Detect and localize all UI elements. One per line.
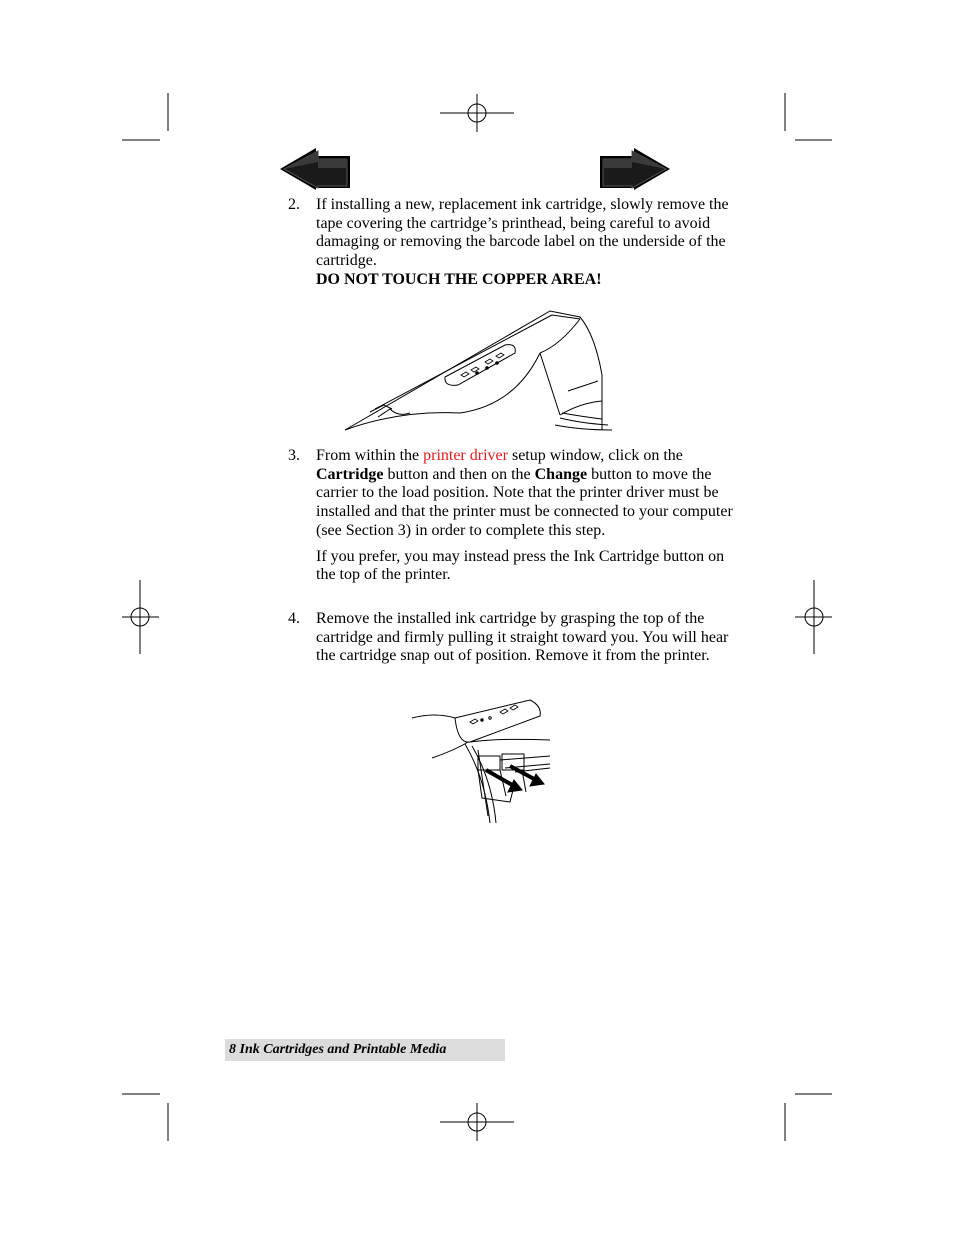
printer-top-illustration	[340, 305, 615, 435]
text-segment: button and then on the	[383, 465, 535, 483]
page-footer	[225, 1039, 505, 1061]
cartridge-button-label: Cartridge	[316, 465, 384, 483]
forward-button[interactable]	[600, 148, 670, 190]
step-number: 4.	[288, 610, 300, 627]
text-segment: setup window, click on the	[507, 447, 683, 464]
registration-target-top	[440, 94, 514, 132]
step-4	[288, 610, 733, 690]
step-2	[288, 196, 733, 291]
step-text	[316, 447, 736, 541]
step-number: 2.	[288, 196, 300, 213]
cartridge-removal-illustration	[410, 698, 555, 828]
step-text: Remove the installed ink cartridge by grasping the top of the cartridge and firmly pulling it straight toward you. You will hear the cartridge snap out of position. Remove it from the printer.	[316, 610, 729, 665]
registration-target-right	[795, 580, 832, 654]
step-note: If you prefer, you may instead press the Ink Cartridge button on the top of the printer.	[316, 547, 725, 584]
registration-target-bottom	[440, 1103, 514, 1141]
change-button-label: Change	[534, 465, 588, 483]
text-segment: button to move the carrier to the load position. Note that the printer driver must be installed and that the printer must be connected to your computer (see Section 3) in order to complete this step.	[316, 465, 733, 539]
footer-label: 8 Ink Cartridges and Printable Media	[229, 1042, 447, 1057]
step-number: 3.	[288, 447, 300, 464]
back-button[interactable]	[280, 148, 350, 190]
step-text: If installing a new, replacement ink cartridge, slowly remove the tape covering the cartridge’s printhead, being careful to avoid damaging or removing the barcode label on the underside of the cartridge.	[316, 196, 729, 270]
step-3	[288, 447, 733, 597]
registration-target-left	[122, 580, 159, 654]
printer-driver-link[interactable]: printer driver	[423, 447, 508, 464]
text-segment: From within the	[316, 447, 424, 464]
right-arrow-icon	[600, 148, 670, 190]
warning-text: DO NOT TOUCH THE COPPER AREA!	[316, 270, 602, 288]
left-arrow-icon	[280, 148, 350, 190]
